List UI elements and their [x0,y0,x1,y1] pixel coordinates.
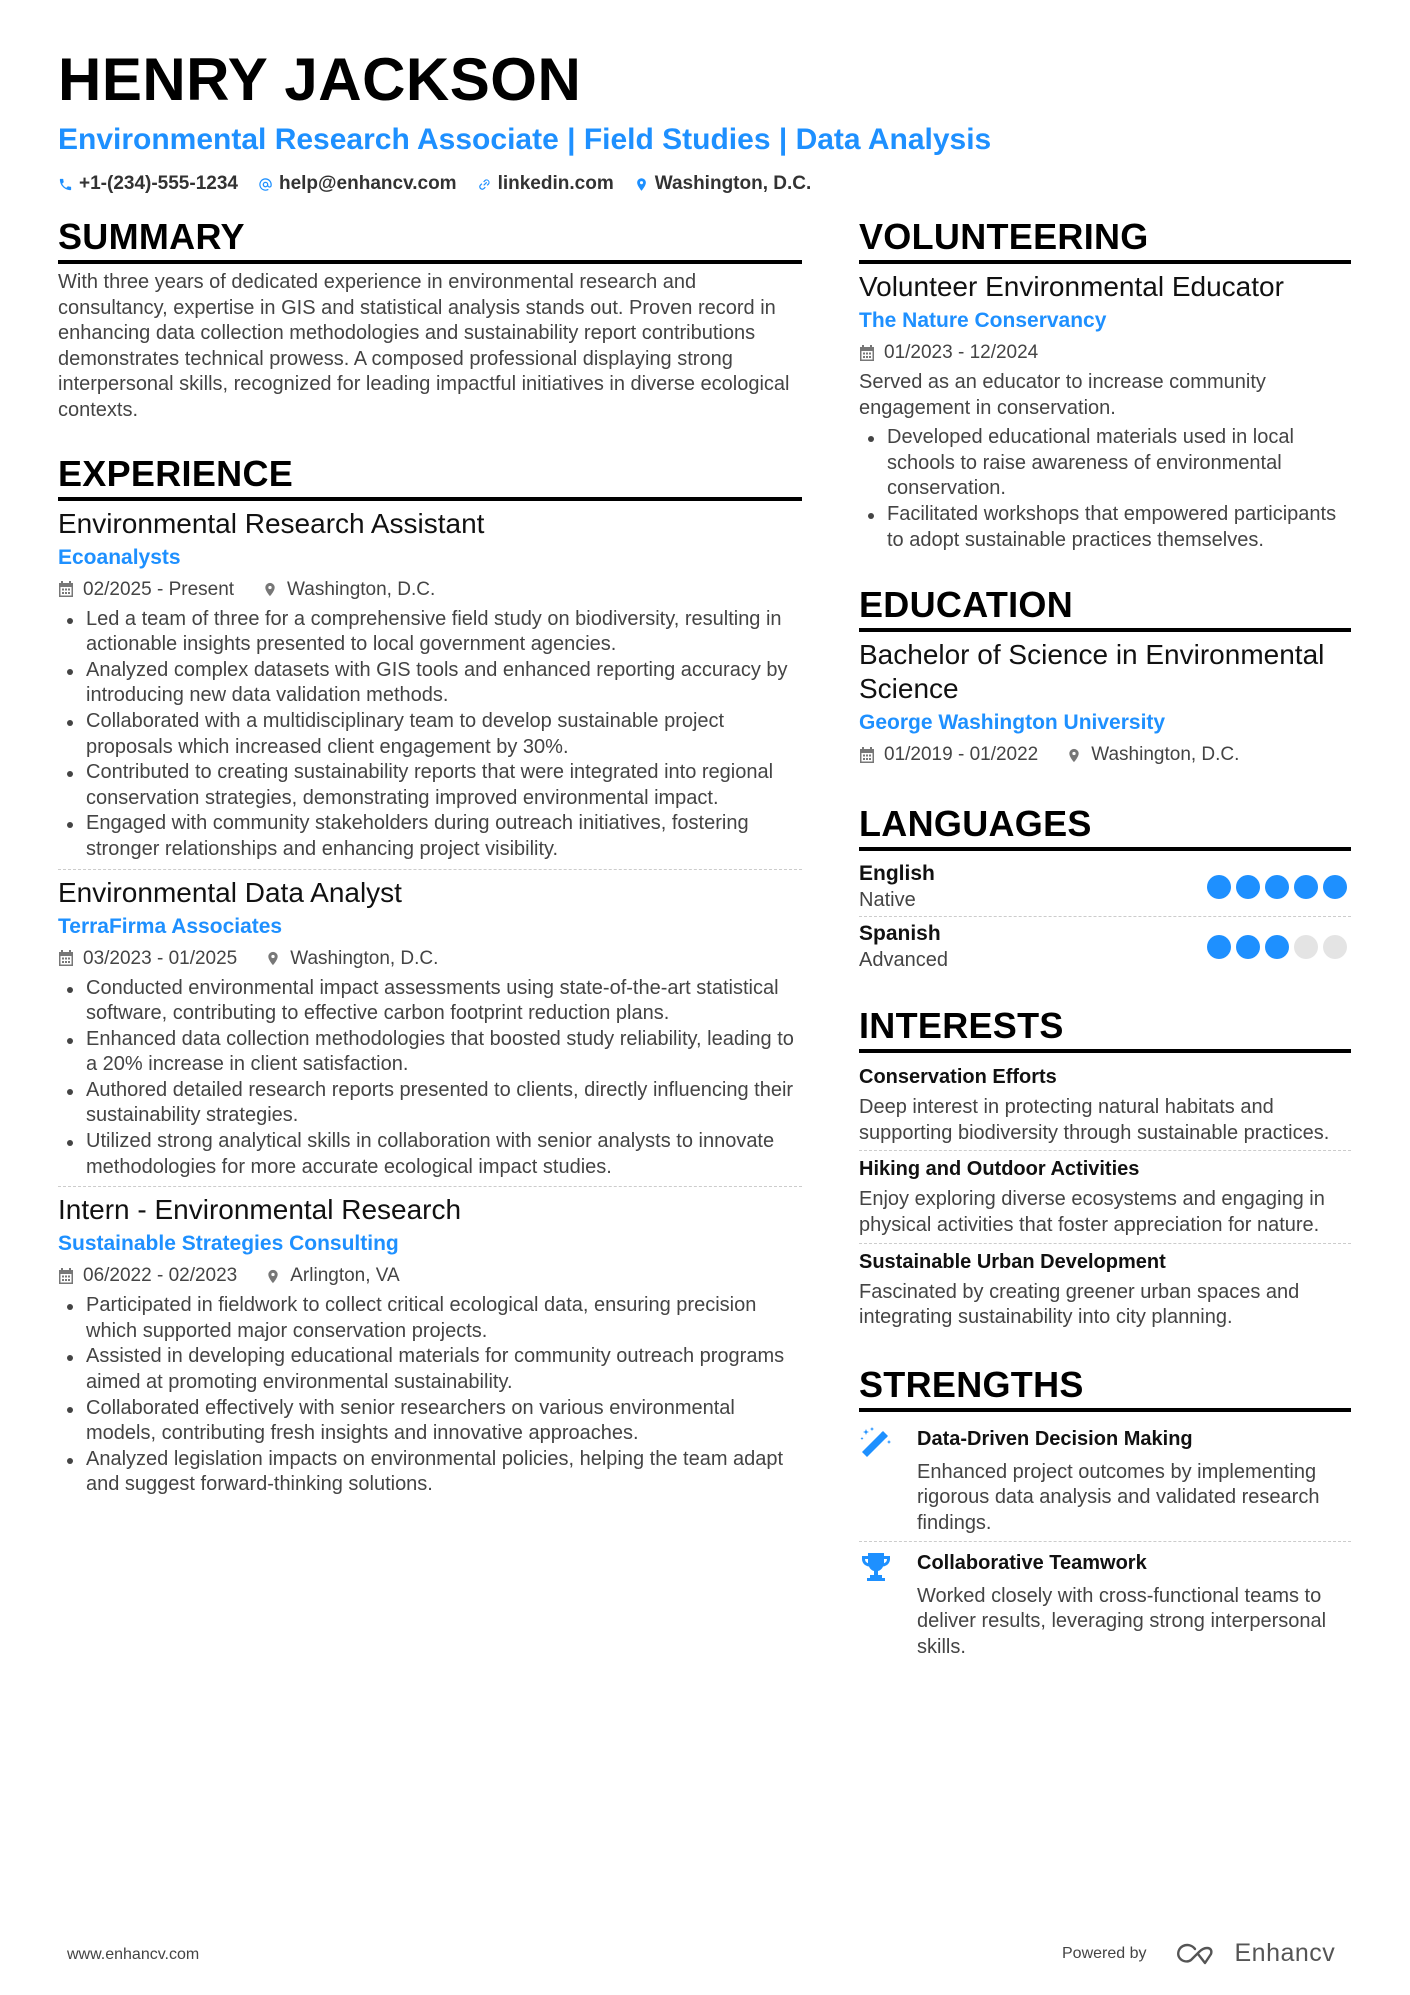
candidate-headline: Environmental Research Associate | Field Studies | Data Analysis [58,123,992,156]
job-location-text: Washington, D.C. [290,947,439,969]
section-divider [58,260,802,264]
volunteering-section [859,215,1351,559]
bullet-item: Contributed to creating sustainability reports that were integrated into regional conservation strategies, demonstrating improved environmental impact. [58,760,802,811]
volunteer-role: Volunteer Environmental Educator [859,271,1284,302]
section-divider [58,497,802,501]
rating-dot-filled [1323,875,1347,899]
contact-email-text: help@enhancv.com [278,173,457,194]
left-column [58,215,802,1532]
contact-linkedin[interactable] [477,172,614,196]
contact-location-text: Washington, D.C. [654,173,812,194]
volunteer-bullets [859,425,1351,553]
at-icon [258,177,273,192]
school-location [1066,742,1239,768]
strength-icon-wrap [859,1548,895,1661]
section-title-strengths: STRENGTHS [859,1363,1084,1405]
footer-website[interactable]: www.enhancv.com [67,1946,200,1963]
interest-description: Deep interest in protecting natural habitats and supporting biodiversity through sustainable practices. [859,1096,1330,1144]
section-divider [859,1049,1351,1053]
school-location-text: Washington, D.C. [1091,744,1240,766]
calendar-icon [58,950,74,967]
interest-description: Fascinated by creating greener urban spaces and integrating sustainability into city planning. [859,1280,1300,1329]
link-icon [477,177,492,192]
strength-item [859,1541,1351,1665]
job-bullets [58,976,802,1181]
rating-dot-filled [1265,875,1289,899]
section-divider [859,260,1351,264]
section-divider [859,1408,1351,1412]
date-range [58,946,237,972]
bullet-item: Engaged with community stakeholders during outreach initiatives, fostering stronger relationships and enhancing project visibility. [58,811,802,862]
experience-entry [58,869,802,1187]
contact-location [634,172,812,196]
date-range [58,1263,237,1289]
date-range [859,340,1038,366]
company-name: Sustainable Strategies Consulting [58,1232,399,1256]
bullet-item: Analyzed complex datasets with GIS tools and enhanced reporting accuracy by introducing new data validation methods. [58,658,802,709]
bullet-item: Led a team of three for a comprehensive field study on biodiversity, resulting in actionable insights presented to local government agencies. [58,607,802,658]
date-range-text: 01/2023 - 12/2024 [884,342,1039,363]
strength-title: Data-Driven Decision Making [917,1427,1193,1450]
location-pin-icon [1066,747,1082,764]
interest-description: Enjoy exploring diverse ecosystems and engaging in physical activities that foster appreciation for nature. [859,1188,1325,1236]
rating-dot-empty [1294,935,1318,959]
volunteering-entry [859,270,1351,559]
language-level: Native [859,889,916,912]
rating-dot-filled [1207,935,1231,959]
company-name: TerraFirma Associates [58,914,283,938]
language-item [859,857,1351,916]
location-pin-icon [265,950,281,967]
section-title-languages: LANGUAGES [859,803,1092,845]
strength-title: Collaborative Teamwork [917,1551,1147,1574]
language-name: Spanish [859,922,941,946]
job-title: Intern - Environmental Research [58,1194,462,1226]
education-meta [859,742,1351,768]
calendar-icon [859,345,875,362]
interest-title: Conservation Efforts [859,1066,1057,1089]
resume-header [58,48,1358,196]
strength-item [859,1418,1351,1541]
bullet-item: Collaborated with a multidisciplinary team to develop sustainable project proposals which increased client engagement by 30%. [58,709,802,760]
footer-branding [1062,1939,1335,1968]
degree: Bachelor of Science in Environmental Science [859,639,1325,705]
contact-info [58,172,1358,196]
bullet-item: Enhanced data collection methodologies that boosted study reliability, leading to a 20% increase in client satisfaction. [58,1027,802,1078]
interest-item [859,1059,1351,1150]
strength-description: Worked closely with cross-functional teams to deliver results, leveraging strong interpersonal skills. [917,1584,1327,1658]
date-range [58,577,234,603]
summary-section [58,215,802,424]
job-meta [58,577,802,603]
strengths-section [859,1363,1351,1665]
section-title-summary: SUMMARY [58,216,245,257]
language-level: Advanced [859,949,948,972]
job-bullets [58,1293,802,1498]
bullet-item: Utilized strong analytical skills in collaboration with senior analysts to innovate methodologies for more accurate ecological impact studies. [58,1129,802,1180]
interest-item [859,1243,1351,1335]
rating-dot-empty [1323,935,1347,959]
bullet-item: Collaborated effectively with senior researchers on various environmental models, contributing fresh insights and innovative approaches. [58,1396,802,1447]
right-column [859,215,1351,1692]
bullet-item: Analyzed legislation impacts on environmental policies, helping the team adapt and suggest forward-thinking solutions. [58,1447,802,1498]
interest-title: Sustainable Urban Development [859,1250,1166,1273]
contact-email[interactable] [258,172,457,196]
experience-section [58,452,802,1504]
volunteer-organization: The Nature Conservancy [859,309,1107,332]
magic-wand-icon [859,1426,893,1460]
job-title: Environmental Research Assistant [58,507,485,539]
job-meta [58,1263,802,1289]
job-title: Environmental Data Analyst [58,876,402,908]
bullet-item: Facilitated workshops that empowered participants to adopt sustainable practices themselves. [859,502,1351,553]
job-bullets [58,607,802,863]
section-title-education: EDUCATION [859,584,1074,626]
candidate-name: HENRY JACKSON [58,46,582,113]
calendar-icon [859,747,875,764]
section-divider [859,628,1351,632]
volunteer-description: Served as an educator to increase community engagement in conservation. [859,371,1266,419]
bullet-item: Authored detailed research reports presented to clients, directly influencing their sustainability strategies. [58,1078,802,1129]
powered-by-label: Powered by [1062,1944,1147,1962]
date-range-text: 02/2025 - Present [83,578,235,600]
date-range-text: 03/2023 - 01/2025 [83,947,238,969]
bullet-item: Developed educational materials used in local schools to raise awareness of environmental conservation. [859,425,1351,502]
bullet-item: Assisted in developing educational materials for community outreach programs aimed at promoting environmental sustainability. [58,1344,802,1395]
rating-dot-filled [1265,935,1289,959]
volunteer-meta [859,340,1351,366]
experience-entry [58,507,802,869]
language-item [859,916,1351,976]
phone-icon [58,177,73,192]
strength-icon-wrap [859,1424,895,1537]
rating-dot-filled [1236,875,1260,899]
job-location [262,577,435,603]
job-location-text: Washington, D.C. [287,578,436,600]
language-rating [1207,875,1347,899]
language-name: English [859,862,935,886]
summary-text: With three years of dedicated experience in environmental research and consultancy, expertise in GIS and statistical analysis stands out. Proven record in enhancing data collection methodologies and sustainability report contributions demonstrates technical prowess. A composed professional displaying strong interpersonal skills, recognized for leading impactful initiatives in diverse ecological contexts. [58,271,790,421]
contact-phone[interactable] [58,172,238,196]
contact-linkedin-text: linkedin.com [497,173,614,194]
school-name: George Washington University [859,711,1166,735]
language-rating [1207,935,1347,959]
job-location-text: Arlington, VA [290,1265,400,1287]
rating-dot-filled [1207,875,1231,899]
date-range-text: 01/2019 - 01/2022 [884,744,1039,766]
enhancv-brand-text: Enhancv [1234,1939,1336,1967]
section-title-experience: EXPERIENCE [58,452,294,494]
calendar-icon [58,581,74,598]
interest-title: Hiking and Outdoor Activities [859,1158,1140,1181]
interests-section [859,1004,1351,1335]
experience-entry [58,1186,802,1504]
rating-dot-filled [1236,935,1260,959]
job-location [265,1263,399,1289]
bullet-item: Participated in fieldwork to collect critical ecological data, ensuring precision which supported major conservation projects. [58,1293,802,1344]
section-title-volunteering: VOLUNTEERING [859,216,1149,257]
date-range-text: 06/2022 - 02/2023 [83,1265,238,1287]
job-meta [58,946,802,972]
languages-section [859,802,1351,976]
education-section [859,583,1351,774]
interest-item [859,1150,1351,1242]
contact-phone-text: +1-(234)-555-1234 [79,173,238,194]
education-entry [859,638,1351,774]
location-pin-icon [634,177,649,192]
section-divider [859,847,1351,851]
strength-description: Enhanced project outcomes by implementing rigorous data analysis and validated research findings. [917,1460,1320,1534]
trophy-icon [859,1550,893,1584]
company-name: Ecoanalysts [58,545,181,569]
bullet-item: Conducted environmental impact assessments using state-of-the-art statistical software, contributing to effective carbon footprint reduction plans. [58,976,802,1027]
rating-dot-filled [1294,875,1318,899]
job-location [265,946,438,972]
date-range [859,742,1038,768]
location-pin-icon [265,1268,281,1285]
enhancv-logo-icon [1175,1941,1223,1967]
section-title-interests: INTERESTS [859,1005,1064,1047]
calendar-icon [58,1268,74,1285]
location-pin-icon [262,581,278,598]
